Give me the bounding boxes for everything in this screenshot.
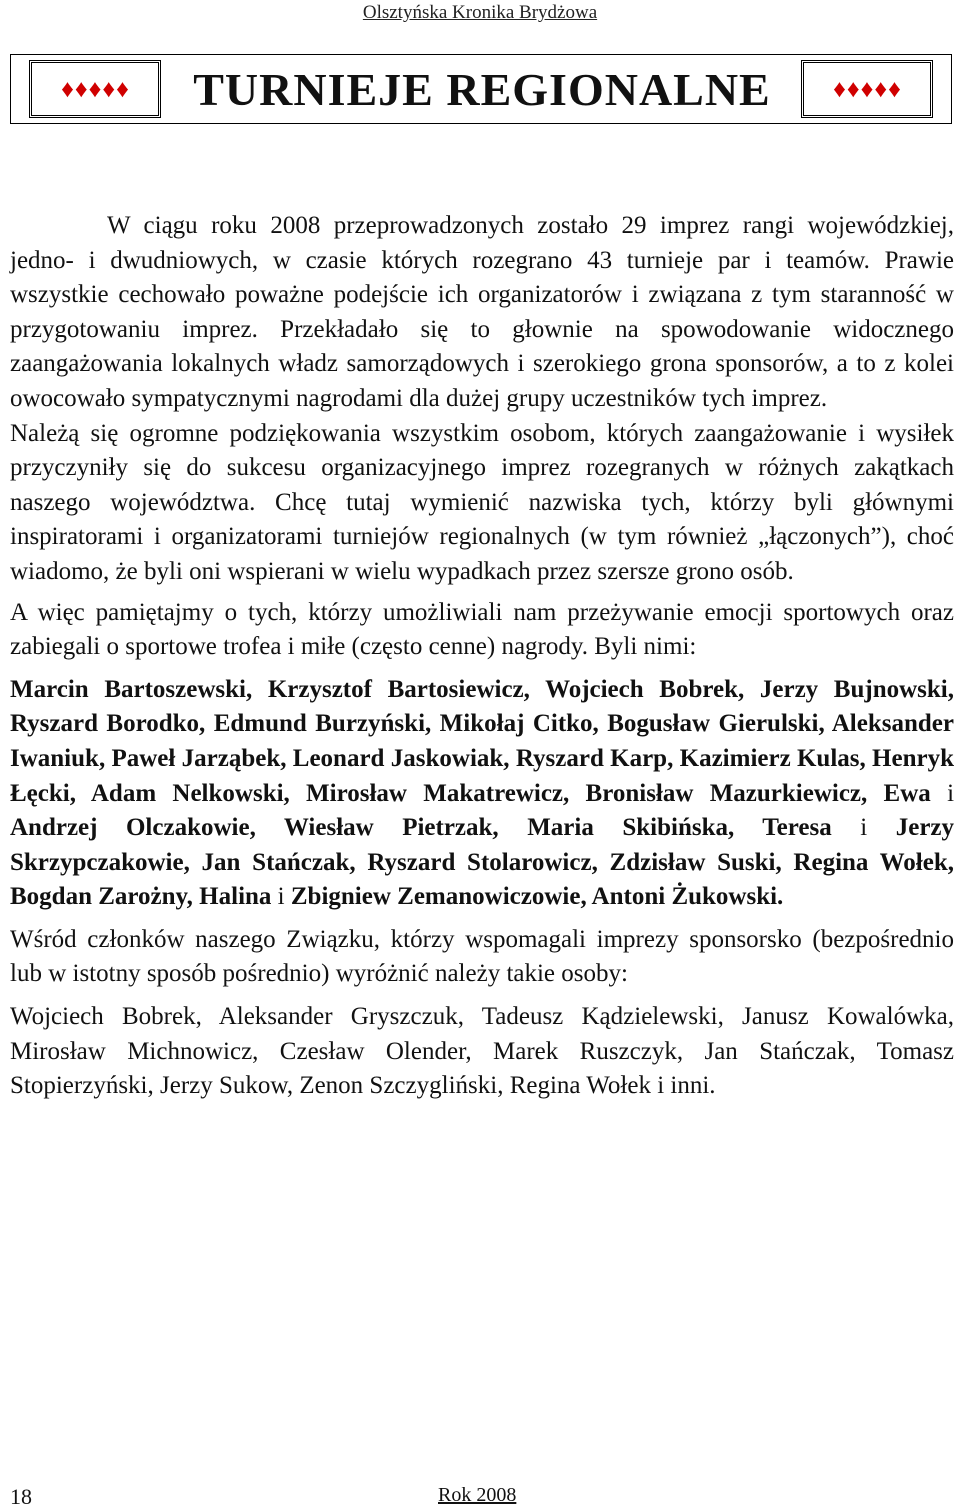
red-diamond-suit-icon: ♦	[116, 75, 129, 103]
organizers-names-c: Jerzy Skrzypczakowie, Jan Stańczak, Ryszard Stolarowicz, Zdzisław Suski, Regina Wołek, Bogdan Zarożny, Halina	[10, 814, 955, 911]
article-body	[10, 209, 954, 1104]
footer-year-link[interactable]: Rok 2008	[438, 1484, 517, 1506]
organizers-list	[10, 673, 954, 915]
page-number: 18	[10, 1484, 32, 1509]
organizers-names-a: Marcin Bartoszewski, Krzysztof Bartosiewicz, Wojciech Bobrek, Jerzy Bujnowski, Ryszard Borodko, Edmund Burzyński, Mikołaj Citko, Bogusław Gierulski, Aleksander Iwaniuk, Paweł Jarząbek, Leonard Jaskowiak, Ryszard Karp, Kazimierz Kulas, Henryk Łęcki, Adam Nelkowski, Mirosław Makatrewicz, Bronisław Mazurkiewicz, Ewa	[10, 675, 954, 807]
red-diamond-suit-icon: ♦	[874, 75, 888, 103]
red-diamond-suit-icon: ♦	[88, 75, 102, 103]
red-diamond-suit-icon: ♦	[846, 75, 860, 103]
section-banner	[10, 54, 952, 124]
organizers-names-b: Andrzej Olczakowie, Wiesław Pietrzak, Maria Skibińska, Teresa	[10, 814, 832, 842]
red-diamond-suit-icon: ♦	[74, 75, 88, 103]
red-diamond-suit-icon: ♦	[860, 75, 874, 103]
red-diamond-suit-icon: ♦	[102, 75, 116, 103]
intro-paragraph: W ciągu roku 2008 przeprowadzonych zostało 29 imprez rangi wojewódzkiej, jedno- i dwudniowych, w czasie których rozegrano 43 turnieje par i teamów. Prawie wszystkie cechowało poważne podejście ich organizatorów i związana z tym staranność w przygotowaniu imprez. Przekładało się to głownie na spowodowanie widocznego zaangażowania lokalnych władz samorządowych i szerokiego grona sponsorów, a to z kolei owocowało sympatycznymi nagrodami dla dużej grupy uczestników tych imprez.	[10, 212, 954, 412]
remember-paragraph: A więc pamiętajmy o tych, którzy umożliwiali nam przeżywanie emocji sportowych oraz zabiegali o sportowe trofea i miłe (często cenne) nagrody. Byli nimi:	[10, 598, 954, 661]
red-diamond-suit-icon: ♦	[888, 75, 901, 103]
thanks-paragraph: Należą się ogromne podziękowania wszystkim osobom, których zaangażowanie i wysiłek przyczyniły się do sukcesu organizacyjnego imprez rozegranych w różnych zakątkach naszego województwa. Chcę tutaj wymienić nazwiska tych, którzy byli głównymi inspiratorami i organizatorami turniejów regionalnych (w tym również „łączonych”), choć wiadomo, że byli oni wspierani w wielu wypadkach przez szersze grono osób.	[10, 419, 954, 585]
section-title: TURNIEJE REGIONALNE	[193, 64, 771, 115]
red-diamond-suit-icon: ♦	[61, 75, 74, 103]
sponsors-list: Wojciech Bobrek, Aleksander Gryszczuk, Tadeusz Kądzielewski, Janusz Kowalówka, Mirosław Michnowicz, Czesław Olender, Marek Ruszczyk, Jan Stańczak, Tomasz Stopierzyński, Jerzy Sukow, Zenon Szczygliński, Regina Wołek i inni.	[10, 1003, 954, 1100]
publication-title[interactable]: Olsztyńska Kronika Brydżowa	[362, 2, 598, 23]
red-diamond-suit-icon: ♦	[833, 75, 846, 103]
conjunction: i	[947, 779, 955, 807]
conjunction: i	[860, 814, 868, 842]
sponsors-intro-paragraph: Wśród członków naszego Związku, którzy wspomagali imprezy sponsorsko (bezpośrednio lub w istotny sposób pośrednio) wyróżnić należy takie osoby:	[10, 925, 954, 988]
organizers-names-d: Zbigniew Zemanowiczowie, Antoni Żukowski.	[290, 883, 784, 911]
diamond-ornament-right	[801, 60, 933, 118]
diamond-ornament-left	[29, 60, 161, 118]
conjunction: i	[277, 883, 285, 911]
